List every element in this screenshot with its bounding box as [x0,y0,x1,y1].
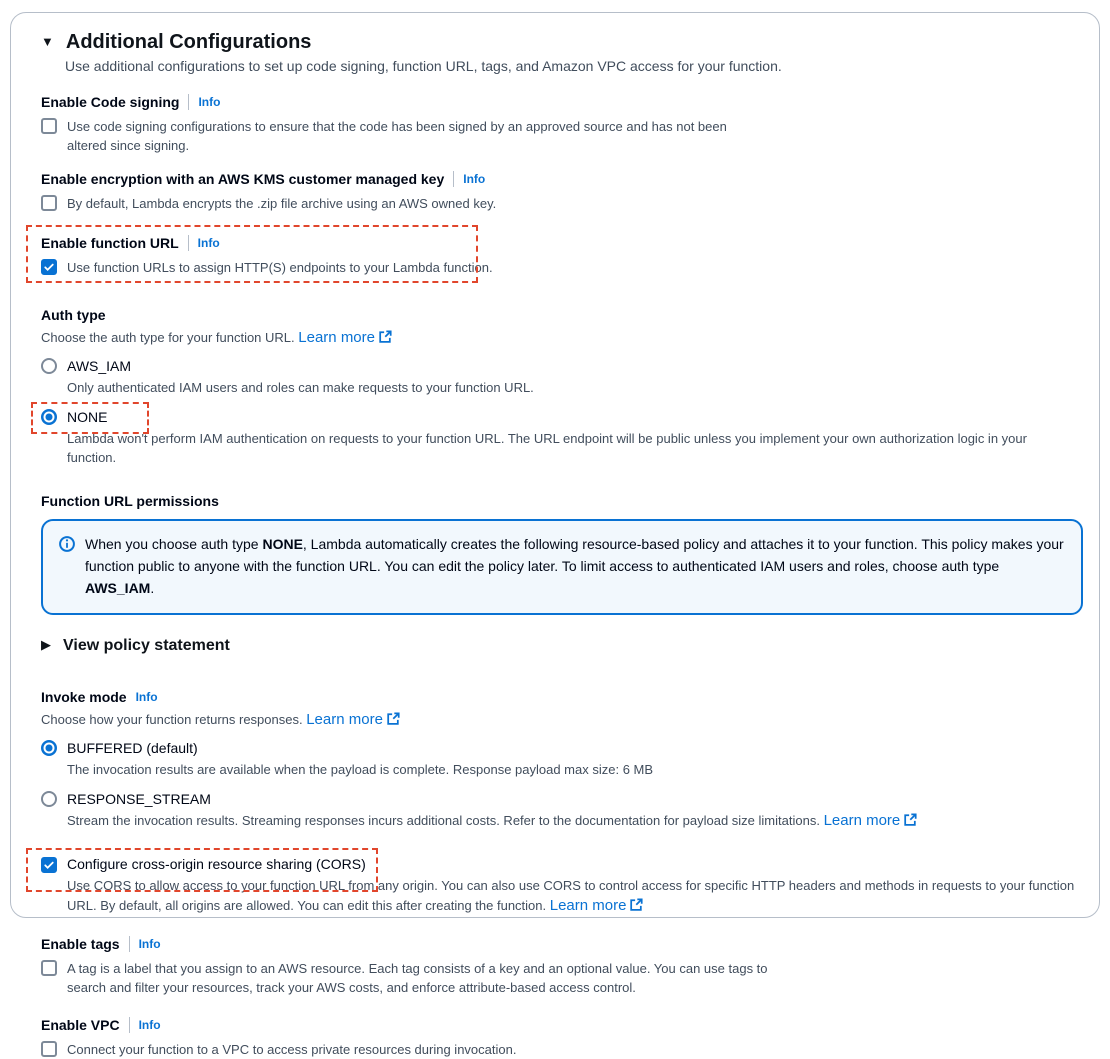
auth-option-aws-iam[interactable] [41,358,1075,374]
caret-right-icon: ▶ [41,636,51,652]
invoke-mode-section [41,689,1075,830]
code-signing-section [41,94,1075,155]
view-policy-expander[interactable] [41,637,1075,655]
auth-option-none[interactable] [41,409,1075,425]
label-divider [129,936,130,952]
invoke-option-response-stream[interactable] [41,791,1075,807]
invoke-mode-info-link[interactable]: Info [135,690,158,704]
code-signing-description: Use code signing configurations to ensure that the code has been signed by an approved source and has not been altered since signing. [67,119,727,153]
check-icon [43,859,55,871]
vpc-description: Connect your function to a VPC to access private resources during invocation. [67,1042,517,1057]
function-url-description: Use function URLs to assign HTTP(S) endpoints to your Lambda function. [67,260,493,275]
caret-down-icon: ▼ [41,34,54,49]
permissions-info-alert [41,519,1083,615]
panel-subtitle: Use additional configurations to set up code signing, function URL, tags, and Amazon VPC access for your function. [65,58,782,74]
aws-iam-description: Only authenticated IAM users and roles can make requests to your function URL. [67,380,534,395]
auth-type-learn-more-link[interactable]: Learn more [298,329,392,346]
aws-iam-radio[interactable] [41,358,57,374]
invoke-mode-help [41,710,1075,728]
external-link-icon [629,898,643,912]
cors-section [41,856,1075,916]
auth-type-help [41,328,1075,346]
external-link-icon [386,712,400,726]
code-signing-label: Enable Code signing [41,94,180,110]
cors-learn-more-link[interactable]: Learn more [550,897,644,914]
kms-description: By default, Lambda encrypts the .zip file archive using an AWS owned key. [67,196,497,211]
aws-iam-radio-label: AWS_IAM [67,358,132,374]
function-url-section [41,235,1075,277]
info-circle-icon [59,536,75,599]
auth-type-section [41,307,1075,467]
buffered-radio-label: BUFFERED (default) [67,740,198,756]
cors-description: Use CORS to allow access to your function URL from any origin. You can also use CORS to control access for specific HTTP headers and methods in requests to your function URL. By default, all origins are allowed. You can edit this after creating the function. Learn more [67,878,1075,914]
response-stream-learn-more-link[interactable]: Learn more [824,812,918,829]
tags-label: Enable tags [41,936,120,952]
tags-description: A tag is a label that you assign to an AWS resource. Each tag consists of a key and an optional value. You can use tags to search and filter your resources, track your AWS costs, and enforce attribute-based access control. [67,961,768,995]
tags-info-link[interactable]: Info [138,937,161,951]
label-divider [188,94,189,110]
none-radio[interactable] [41,409,57,425]
function-url-info-link[interactable]: Info [197,236,220,250]
tags-checkbox[interactable] [41,960,57,976]
additional-configurations-panel [10,12,1100,1057]
invoke-mode-learn-more-link[interactable]: Learn more [306,711,400,728]
response-stream-description: Stream the invocation results. Streaming responses incurs additional costs. Refer to the documentation for payload size limitations. Learn more [67,811,1075,830]
invoke-mode-help-text: Choose how your function returns responses. [41,712,303,727]
panel-expander-header[interactable] [41,31,1075,54]
vpc-info-link[interactable]: Info [138,1018,161,1032]
permissions-label: Function URL permissions [41,493,219,509]
none-description: Lambda won't perform IAM authentication on requests to your function URL. The URL endpoint will be public unless you implement your own authorization logic in your function. [67,431,1027,465]
auth-type-help-text: Choose the auth type for your function URL. [41,330,295,345]
label-divider [188,235,189,251]
none-radio-label: NONE [67,409,108,425]
buffered-radio[interactable] [41,740,57,756]
label-divider [453,171,454,187]
vpc-label: Enable VPC [41,1017,120,1033]
vpc-checkbox[interactable] [41,1041,57,1057]
view-policy-label: View policy statement [63,637,230,654]
function-url-label: Enable function URL [41,235,179,251]
vpc-section [41,1017,1075,1059]
kms-checkbox[interactable] [41,195,57,211]
response-stream-radio-label: RESPONSE_STREAM [67,791,211,807]
buffered-description: The invocation results are available when the payload is complete. Response payload max size: 6 MB [67,762,654,777]
code-signing-checkbox[interactable] [41,118,57,134]
tags-section [41,936,1075,997]
auth-type-label: Auth type [41,307,106,323]
permissions-alert-text: When you choose auth type NONE, Lambda automatically creates the following resource-based policy and attaches it to your function. This policy makes your function public to anyone with the function URL. You can edit the policy later. To limit access to authenticated IAM users and roles, choose auth type AWS_IAM. [85,536,1064,596]
label-divider [129,1017,130,1033]
invoke-mode-label: Invoke mode [41,689,127,705]
cors-checkbox[interactable] [41,857,57,873]
external-link-icon [378,330,392,344]
invoke-option-buffered[interactable] [41,740,1075,756]
check-icon [43,261,55,273]
kms-section [41,171,1075,213]
code-signing-info-link[interactable]: Info [198,95,221,109]
permissions-section [41,493,1075,509]
kms-label: Enable encryption with an AWS KMS customer managed key [41,171,445,187]
external-link-icon [903,813,917,827]
cors-label: Configure cross-origin resource sharing (CORS) [67,856,366,872]
response-stream-radio[interactable] [41,791,57,807]
kms-info-link[interactable]: Info [463,172,486,186]
function-url-checkbox[interactable] [41,259,57,275]
panel-title: Additional Configurations [65,31,312,53]
